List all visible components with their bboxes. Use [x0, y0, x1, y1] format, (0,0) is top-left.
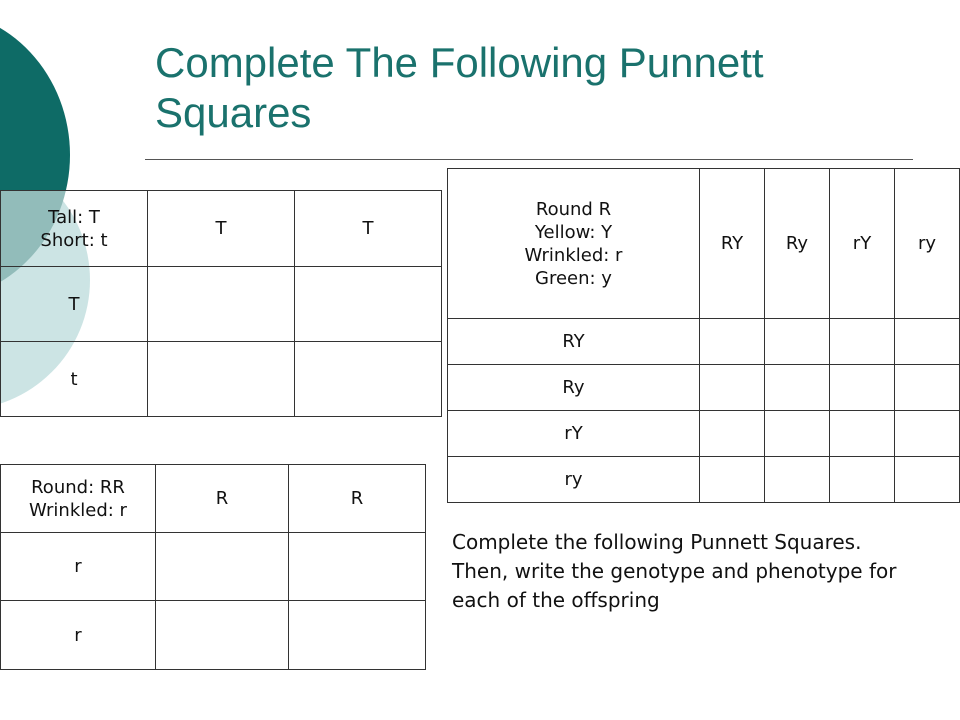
punnett-square-tall-short	[0, 190, 442, 417]
offspring-cell[interactable]	[700, 411, 765, 457]
key-label: Round R	[535, 198, 612, 220]
offspring-cell[interactable]	[765, 411, 830, 457]
offspring-cell[interactable]	[148, 267, 295, 342]
offspring-cell[interactable]	[895, 319, 960, 365]
row-header: ry	[448, 457, 700, 503]
instructions-text	[452, 528, 932, 615]
key-cell	[1, 191, 148, 267]
key-label: Yellow: Y	[534, 221, 613, 243]
row-header: t	[1, 342, 148, 417]
offspring-cell[interactable]	[830, 319, 895, 365]
offspring-cell[interactable]	[295, 267, 442, 342]
key-label: Green: y	[535, 267, 612, 289]
offspring-cell[interactable]	[700, 457, 765, 503]
row-header: r	[1, 533, 156, 601]
column-header: RY	[700, 169, 765, 319]
offspring-cell[interactable]	[765, 319, 830, 365]
key-cell	[1, 465, 156, 533]
punnett-square-round-wrinkled	[0, 464, 426, 670]
offspring-cell[interactable]	[895, 411, 960, 457]
key-label: Short: t	[40, 229, 108, 251]
instruction-line: Complete the following Punnett Squares.	[452, 530, 862, 554]
offspring-cell[interactable]	[148, 342, 295, 417]
key-label: Round: RR	[31, 476, 125, 498]
offspring-cell[interactable]	[156, 601, 289, 670]
row-header: T	[1, 267, 148, 342]
column-header: R	[156, 465, 289, 533]
offspring-cell[interactable]	[289, 601, 426, 670]
key-cell	[448, 169, 700, 319]
row-header: r	[1, 601, 156, 670]
offspring-cell[interactable]	[700, 365, 765, 411]
offspring-cell[interactable]	[895, 365, 960, 411]
title-divider	[145, 159, 913, 160]
key-label: Tall: T	[48, 206, 100, 228]
column-header: T	[295, 191, 442, 267]
column-header: ry	[895, 169, 960, 319]
offspring-cell[interactable]	[830, 411, 895, 457]
row-header: rY	[448, 411, 700, 457]
key-label: Wrinkled: r	[524, 244, 623, 266]
offspring-cell[interactable]	[765, 457, 830, 503]
row-header: RY	[448, 319, 700, 365]
offspring-cell[interactable]	[700, 319, 765, 365]
key-label: Wrinkled: r	[29, 499, 127, 521]
offspring-cell[interactable]	[765, 365, 830, 411]
punnett-square-dihybrid	[447, 168, 960, 503]
column-header: R	[289, 465, 426, 533]
offspring-cell[interactable]	[830, 457, 895, 503]
column-header: rY	[830, 169, 895, 319]
row-header: Ry	[448, 365, 700, 411]
offspring-cell[interactable]	[830, 365, 895, 411]
offspring-cell[interactable]	[295, 342, 442, 417]
slide-title: Complete The Following Punnett Squares	[155, 39, 764, 136]
offspring-cell[interactable]	[156, 533, 289, 601]
offspring-cell[interactable]	[895, 457, 960, 503]
instruction-line: Then, write the genotype and phenotype for each of the offspring	[452, 559, 897, 612]
offspring-cell[interactable]	[289, 533, 426, 601]
column-header: T	[148, 191, 295, 267]
column-header: Ry	[765, 169, 830, 319]
